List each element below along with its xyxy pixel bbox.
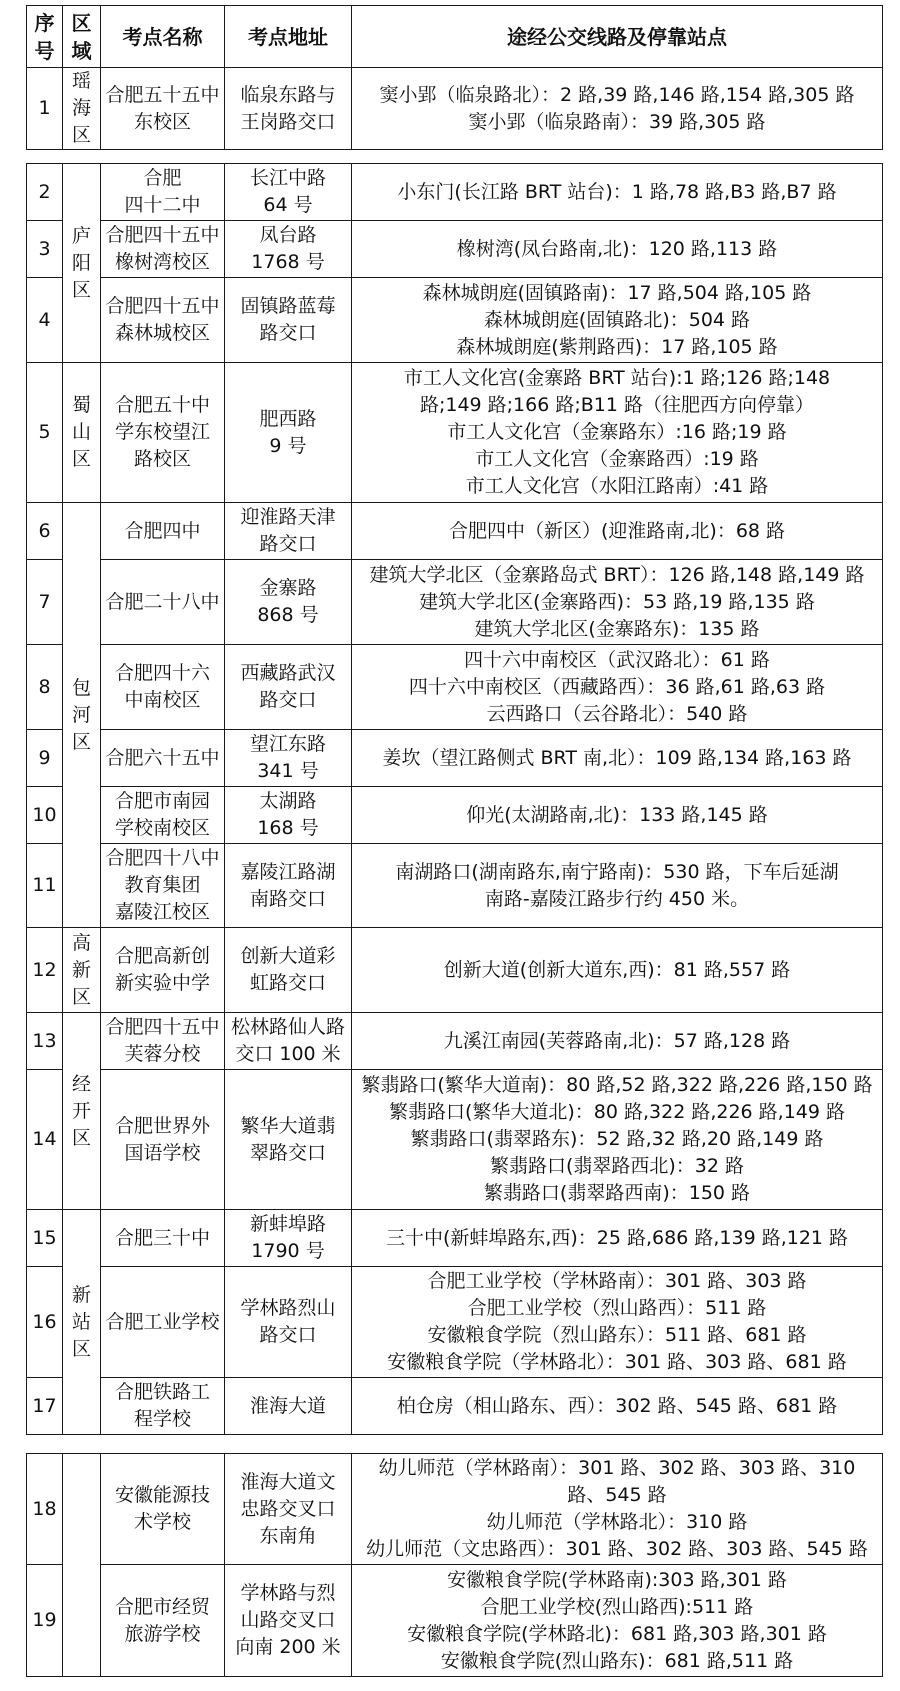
- exam-site-address: 学林路烈山 路交口: [225, 1267, 352, 1378]
- exam-site-address: 学林路与烈 山路交叉口 向南 200 米: [225, 1565, 352, 1677]
- exam-site-address: 嘉陵江路湖 南路交口: [225, 844, 352, 928]
- exam-site-name: 合肥四中: [101, 503, 225, 560]
- row-seq: 6: [27, 503, 63, 560]
- bus-routes: 幼儿师范（学林路南）：301 路、302 路、303 路、310 路、545 路 幼儿师范（学林路北）：310 路 幼儿师范（文忠路西）：301 路、302 路、303 路、545 路: [352, 1454, 883, 1565]
- bus-routes: 安徽粮食学院(学林路南):303 路,301 路 合肥工业学校(烈山路西):511 路 安徽粮食学院(学林路北)：681 路,303 路,301 路 安徽粮食学院(烈山路东)：681 路,511 路: [352, 1565, 883, 1677]
- row-seq: 17: [27, 1378, 63, 1435]
- exam-site-name: 合肥四十五中 橡树湾校区: [101, 221, 225, 278]
- row-seq: 2: [27, 164, 63, 221]
- table-row: [27, 221, 883, 278]
- exam-site-address: 望江东路 341 号: [225, 730, 352, 787]
- bus-routes: 市工人文化宫(金寨路 BRT 站台):1 路;126 路;148 路;149 路;166 路;B11 路（往肥西方向停靠） 市工人文化宫（金寨路东）:16 路;19 路 市工人文化宫（金寨路西）:19 路 市工人文化宫（水阳江路南）:41 路: [352, 363, 883, 503]
- bus-routes: 四十六中南校区（武汉路北）：61 路 四十六中南校区（西藏路西）：36 路,61 路,63 路 云西路口（云谷路北）：540 路: [352, 645, 883, 730]
- district-cell: 经 开 区: [63, 1013, 101, 1210]
- bus-routes: 小东门(长江路 BRT 站台)：1 路,78 路,B3 路,B7 路: [352, 164, 883, 221]
- exam-site-address: 西藏路武汉 路交口: [225, 645, 352, 730]
- table-row: [27, 1210, 883, 1267]
- bus-routes: 建筑大学北区（金寨路岛式 BRT）：126 路,148 路,149 路 建筑大学北区(金寨路西)：53 路,19 路,135 路 建筑大学北区(金寨路东)：135 路: [352, 560, 883, 645]
- district-cell: 包 河 区: [63, 503, 101, 928]
- row-seq: 12: [27, 928, 63, 1013]
- exam-site-name: 合肥六十五中: [101, 730, 225, 787]
- table-row: [27, 363, 883, 503]
- exam-site-address: 淮海大道文 忠路交叉口 东南角: [225, 1454, 352, 1565]
- exam-site-name: 合肥四十八中 教育集团 嘉陵江校区: [101, 844, 225, 928]
- table-row: [27, 928, 883, 1013]
- table-header-row: [27, 6, 883, 68]
- table-row: [27, 503, 883, 560]
- exam-site-name: 合肥 四十二中: [101, 164, 225, 221]
- header-address: 考点地址: [225, 6, 352, 68]
- header-seq: 序 号: [27, 6, 63, 68]
- district-cell: 瑶 海 区: [63, 68, 101, 150]
- district-cell: 高 新 区: [63, 928, 101, 1013]
- row-seq: 1: [27, 68, 63, 150]
- bus-routes: 姜坎（望江路侧式 BRT 南,北）：109 路,134 路,163 路: [352, 730, 883, 787]
- bus-routes: 柏仓房（相山路东、西）：302 路、545 路、681 路: [352, 1378, 883, 1435]
- bus-routes: 九溪江南园(芙蓉路南,北)：57 路,128 路: [352, 1013, 883, 1070]
- bus-routes: 三十中(新蚌埠路东,西)：25 路,686 路,139 路,121 路: [352, 1210, 883, 1267]
- row-seq: 5: [27, 363, 63, 503]
- exam-site-name: 合肥二十八中: [101, 560, 225, 645]
- bus-routes: 合肥四中（新区）(迎淮路南,北)：68 路: [352, 503, 883, 560]
- row-seq: 10: [27, 787, 63, 844]
- exam-site-address: 固镇路蓝莓 路交口: [225, 278, 352, 363]
- row-seq: 3: [27, 221, 63, 278]
- row-seq: 9: [27, 730, 63, 787]
- exam-site-name: 合肥市南园 学校南校区: [101, 787, 225, 844]
- table-row: [27, 1070, 883, 1210]
- exam-site-address: 金寨路 868 号: [225, 560, 352, 645]
- district-cell: 新 站 区: [63, 1210, 101, 1435]
- table-row: [27, 1378, 883, 1435]
- row-seq: 16: [27, 1267, 63, 1378]
- district-cell: 蜀 山 区: [63, 363, 101, 503]
- bus-routes: 创新大道(创新大道东,西)：81 路,557 路: [352, 928, 883, 1013]
- exam-site-address: 繁华大道翡 翠路交口: [225, 1070, 352, 1210]
- table-row: [27, 164, 883, 221]
- row-seq: 7: [27, 560, 63, 645]
- row-seq: 13: [27, 1013, 63, 1070]
- header-district: 区 域: [63, 6, 101, 68]
- exam-site-address: 肥西路 9 号: [225, 363, 352, 503]
- exam-table-section-2: [26, 163, 883, 1435]
- exam-site-address: 临泉东路与 王岗路交口: [225, 68, 352, 150]
- exam-table-section-1: [26, 5, 883, 150]
- exam-site-name: 安徽能源技 术学校: [101, 1454, 225, 1565]
- exam-site-name: 合肥世界外 国语学校: [101, 1070, 225, 1210]
- exam-site-name: 合肥市经贸 旅游学校: [101, 1565, 225, 1677]
- bus-routes: 合肥工业学校（学林路南）：301 路、303 路 合肥工业学校（烈山路西）：511 路 安徽粮食学院（烈山路东）：511 路、681 路 安徽粮食学院（学林路北）：301 路、303 路、681 路: [352, 1267, 883, 1378]
- table-row: [27, 68, 883, 150]
- table-row: [27, 645, 883, 730]
- exam-site-name: 合肥高新创 新实验中学: [101, 928, 225, 1013]
- bus-routes: 繁翡路口(繁华大道南)：80 路,52 路,322 路,226 路,150 路 繁翡路口(繁华大道北)：80 路,322 路,226 路,149 路 繁翡路口(翡翠路东)：52 路,32 路,20 路,149 路 繁翡路口(翡翠路西北)：32 路 繁翡路口(翡翠路西南)：150 路: [352, 1070, 883, 1210]
- bus-routes: 南湖路口(湖南路东,南宁路南)：530 路，下车后延湖 南路-嘉陵江路步行约 450 米。: [352, 844, 883, 928]
- exam-table-section-3: [26, 1453, 883, 1677]
- table-row: [27, 730, 883, 787]
- exam-site-name: 合肥工业学校: [101, 1267, 225, 1378]
- table-row: [27, 1013, 883, 1070]
- exam-site-address: 淮海大道: [225, 1378, 352, 1435]
- bus-routes: 森林城朗庭(固镇路南)：17 路,504 路,105 路 森林城朗庭(固镇路北)：504 路 森林城朗庭(紫荆路西)：17 路,105 路: [352, 278, 883, 363]
- exam-site-address: 创新大道彩 虹路交口: [225, 928, 352, 1013]
- exam-site-address: 太湖路 168 号: [225, 787, 352, 844]
- exam-site-name: 合肥五十五中 东校区: [101, 68, 225, 150]
- row-seq: 8: [27, 645, 63, 730]
- district-cell: [63, 1454, 101, 1677]
- row-seq: 19: [27, 1565, 63, 1677]
- exam-site-address: 新蚌埠路 1790 号: [225, 1210, 352, 1267]
- bus-routes: 仰光(太湖路南,北)：133 路,145 路: [352, 787, 883, 844]
- bus-routes: 窦小郢（临泉路北）：2 路,39 路,146 路,154 路,305 路 窦小郢（临泉路南）：39 路,305 路: [352, 68, 883, 150]
- district-cell: 庐 阳 区: [63, 164, 101, 363]
- table-row: [27, 278, 883, 363]
- exam-site-address: 凤台路 1768 号: [225, 221, 352, 278]
- table-row: [27, 560, 883, 645]
- row-seq: 4: [27, 278, 63, 363]
- table-row: [27, 1454, 883, 1565]
- exam-site-name: 合肥三十中: [101, 1210, 225, 1267]
- exam-site-address: 迎淮路天津 路交口: [225, 503, 352, 560]
- row-seq: 14: [27, 1070, 63, 1210]
- exam-site-name: 合肥铁路工 程学校: [101, 1378, 225, 1435]
- row-seq: 15: [27, 1210, 63, 1267]
- header-routes: 途经公交线路及停靠站点: [352, 6, 883, 68]
- exam-site-address: 松林路仙人路 交口 100 米: [225, 1013, 352, 1070]
- table-row: [27, 787, 883, 844]
- header-name: 考点名称: [101, 6, 225, 68]
- exam-site-name: 合肥四十五中 芙蓉分校: [101, 1013, 225, 1070]
- table-row: [27, 1267, 883, 1378]
- row-seq: 18: [27, 1454, 63, 1565]
- exam-site-address: 长江中路 64 号: [225, 164, 352, 221]
- exam-site-name: 合肥五十中 学东校望江 路校区: [101, 363, 225, 503]
- exam-site-name: 合肥四十六 中南校区: [101, 645, 225, 730]
- row-seq: 11: [27, 844, 63, 928]
- table-row: [27, 1565, 883, 1677]
- exam-site-name: 合肥四十五中 森林城校区: [101, 278, 225, 363]
- table-row: [27, 844, 883, 928]
- bus-routes: 橡树湾(凤台路南,北)：120 路,113 路: [352, 221, 883, 278]
